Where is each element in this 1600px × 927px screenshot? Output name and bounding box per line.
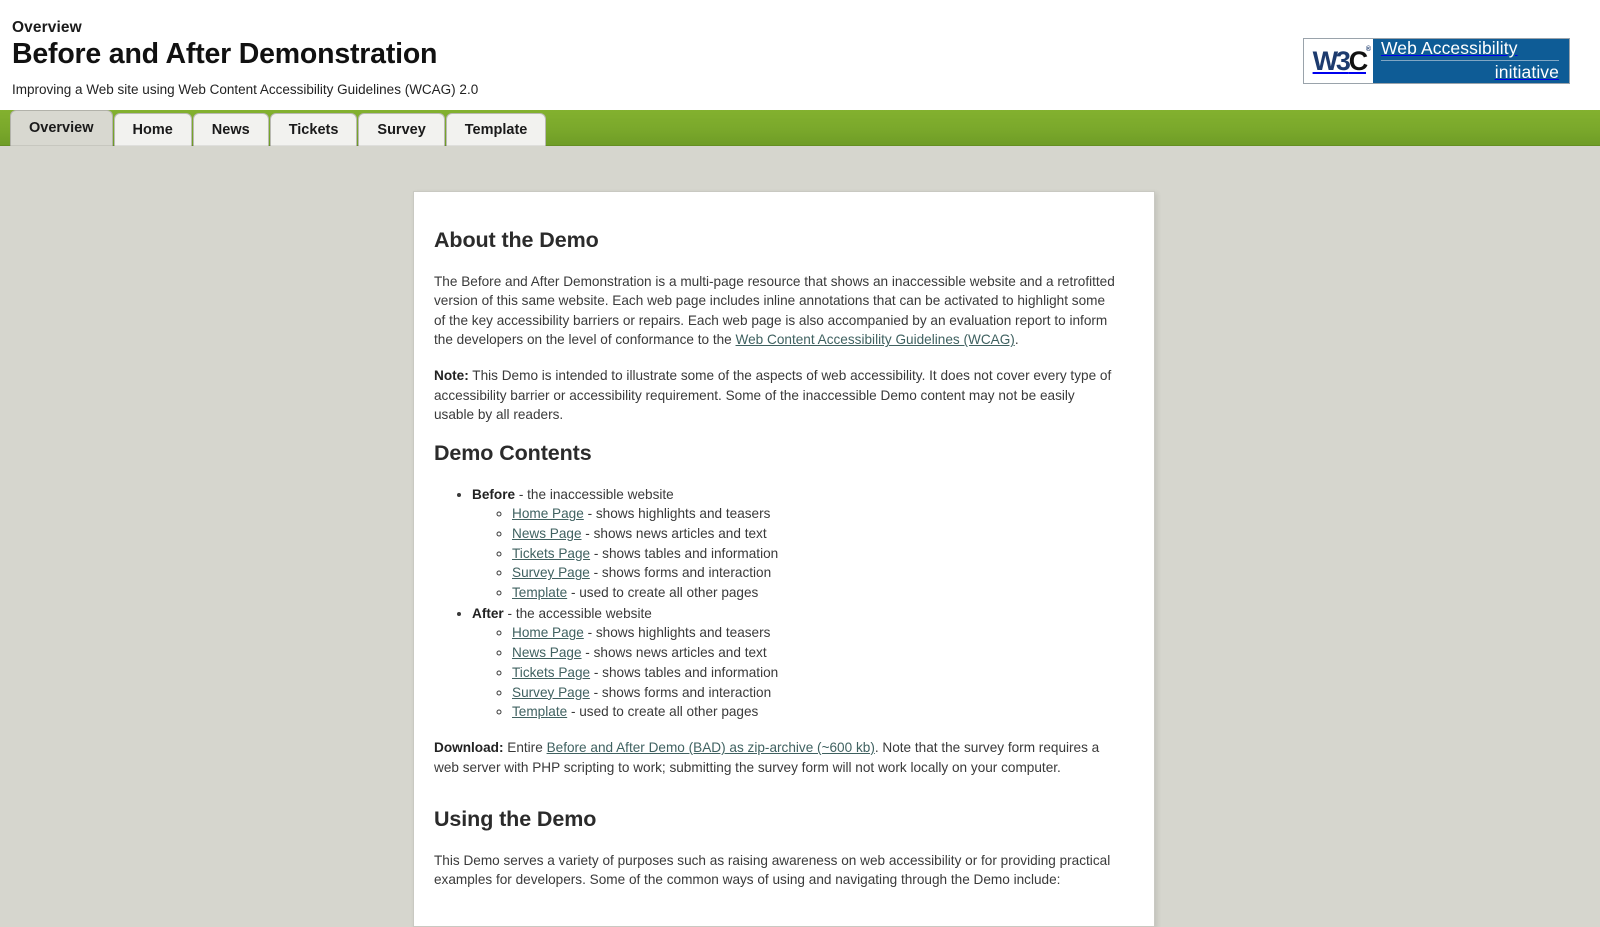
using-the-demo-heading: Using the Demo	[434, 807, 597, 832]
after-tickets-page-desc: - shows tables and information	[590, 664, 779, 680]
list-item	[512, 663, 1118, 683]
before-tickets-page-link[interactable]: Tickets Page	[512, 545, 591, 561]
list-item	[512, 623, 1118, 643]
download-paragraph	[434, 738, 1118, 777]
group-label-after: After	[472, 605, 504, 621]
before-survey-page-link[interactable]: Survey Page	[512, 565, 590, 581]
about-paragraph-pre: The Before and After Demonstration is a multi-page resource that shows an inaccessible website and a retrofitted version of this same website. Each web page includes inline annotations that can be activated to highlight some of the key accessibility barriers or repairs. Each web page is also accompanied by an evaluation report to inform the developers on the level of conformance to the	[434, 273, 1115, 348]
tab-tickets[interactable]: Tickets	[270, 113, 358, 146]
tab-survey[interactable]: Survey	[358, 113, 444, 146]
before-tickets-page-desc: - shows tables and information	[590, 545, 779, 561]
after-home-page-link[interactable]: Home Page	[512, 625, 584, 641]
main-navigation	[0, 110, 1600, 146]
list-item-before	[472, 485, 1118, 603]
list-item	[512, 563, 1118, 583]
before-home-page-link[interactable]: Home Page	[512, 506, 584, 522]
wai-logo-text	[1373, 39, 1569, 83]
list-item	[512, 643, 1118, 663]
before-sub-list	[472, 504, 1118, 603]
list-item-after	[472, 604, 1118, 722]
w3c-logo-mark	[1304, 39, 1373, 83]
about-demo-paragraph	[434, 272, 1118, 350]
tab-template[interactable]: Template	[446, 113, 547, 146]
before-template-desc: - used to create all other pages	[567, 585, 759, 601]
before-news-page-link[interactable]: News Page	[512, 525, 582, 541]
page-tagline: Improving a Web site using Web Content Accessibility Guidelines (WCAG) 2.0	[12, 82, 479, 98]
list-item	[512, 544, 1118, 564]
after-tickets-page-link[interactable]: Tickets Page	[512, 664, 591, 680]
after-template-desc: - used to create all other pages	[567, 704, 759, 720]
download-pre: Entire	[503, 739, 547, 755]
list-item	[512, 702, 1118, 722]
wai-logo-line1: Web Accessibility	[1381, 38, 1559, 61]
after-news-page-link[interactable]: News Page	[512, 645, 582, 661]
header-text-block	[12, 18, 478, 99]
wcag-link[interactable]: Web Content Accessibility Guidelines (WCAG)	[735, 332, 1015, 348]
about-paragraph-post: .	[1014, 332, 1019, 348]
page-eyebrow: Overview	[12, 19, 82, 36]
after-news-page-desc: - shows news articles and text	[581, 645, 767, 661]
list-item	[512, 524, 1118, 544]
download-zip-link[interactable]: Before and After Demo (BAD) as zip-archive (~600 kb)	[546, 739, 875, 755]
after-survey-page-link[interactable]: Survey Page	[512, 684, 590, 700]
w3c-logo-w3: W3	[1312, 45, 1349, 76]
group-label-before: Before	[472, 486, 516, 502]
page-title: Before and After Demonstration	[12, 38, 438, 71]
registered-trademark-icon: ®	[1365, 46, 1371, 53]
before-template-link[interactable]: Template	[512, 585, 568, 601]
after-home-page-desc: - shows highlights and teasers	[583, 625, 771, 641]
main-content-area	[0, 146, 1600, 886]
demo-contents-heading: Demo Contents	[434, 440, 592, 465]
tab-news[interactable]: News	[193, 113, 269, 146]
w3c-logo-c: C	[1348, 45, 1366, 76]
group-desc-before: - the inaccessible website	[515, 486, 674, 502]
document-card	[413, 191, 1155, 927]
wai-logo-line2: initiative	[1494, 62, 1559, 82]
list-item	[512, 683, 1118, 703]
before-news-page-desc: - shows news articles and text	[581, 525, 767, 541]
list-item	[512, 583, 1118, 603]
download-label: Download:	[434, 739, 504, 755]
w3c-wai-logo[interactable]	[1303, 38, 1570, 84]
demo-contents-list	[434, 485, 1118, 722]
after-sub-list	[472, 623, 1118, 722]
page-header	[0, 0, 1600, 110]
tab-home[interactable]: Home	[114, 113, 192, 146]
tab-overview[interactable]: Overview	[10, 110, 113, 146]
about-demo-note	[434, 366, 1118, 425]
group-desc-after: - the accessible website	[503, 605, 652, 621]
before-survey-page-desc: - shows forms and interaction	[589, 565, 772, 581]
after-template-link[interactable]: Template	[512, 704, 568, 720]
about-demo-heading: About the Demo	[434, 228, 599, 252]
note-label: Note:	[434, 368, 469, 384]
download-post: . Note that the survey form requires a web server with PHP scripting to work; submitting the survey form will not work locally on your computer.	[434, 739, 1100, 775]
using-the-demo-paragraph: This Demo serves a variety of purposes such as raising awareness on web accessibility or for providing practical examples for developers. Some of the common ways of using and navigating through the Demo include:	[434, 852, 1111, 888]
note-text: This Demo is intended to illustrate some of the aspects of web accessibility. It does not cover every type of accessibility barrier or accessibility requirement. Some of the inaccessible Demo content may not be easily usable by all readers.	[434, 368, 1112, 423]
after-survey-page-desc: - shows forms and interaction	[589, 684, 772, 700]
before-home-page-desc: - shows highlights and teasers	[583, 506, 771, 522]
list-item	[512, 504, 1118, 524]
